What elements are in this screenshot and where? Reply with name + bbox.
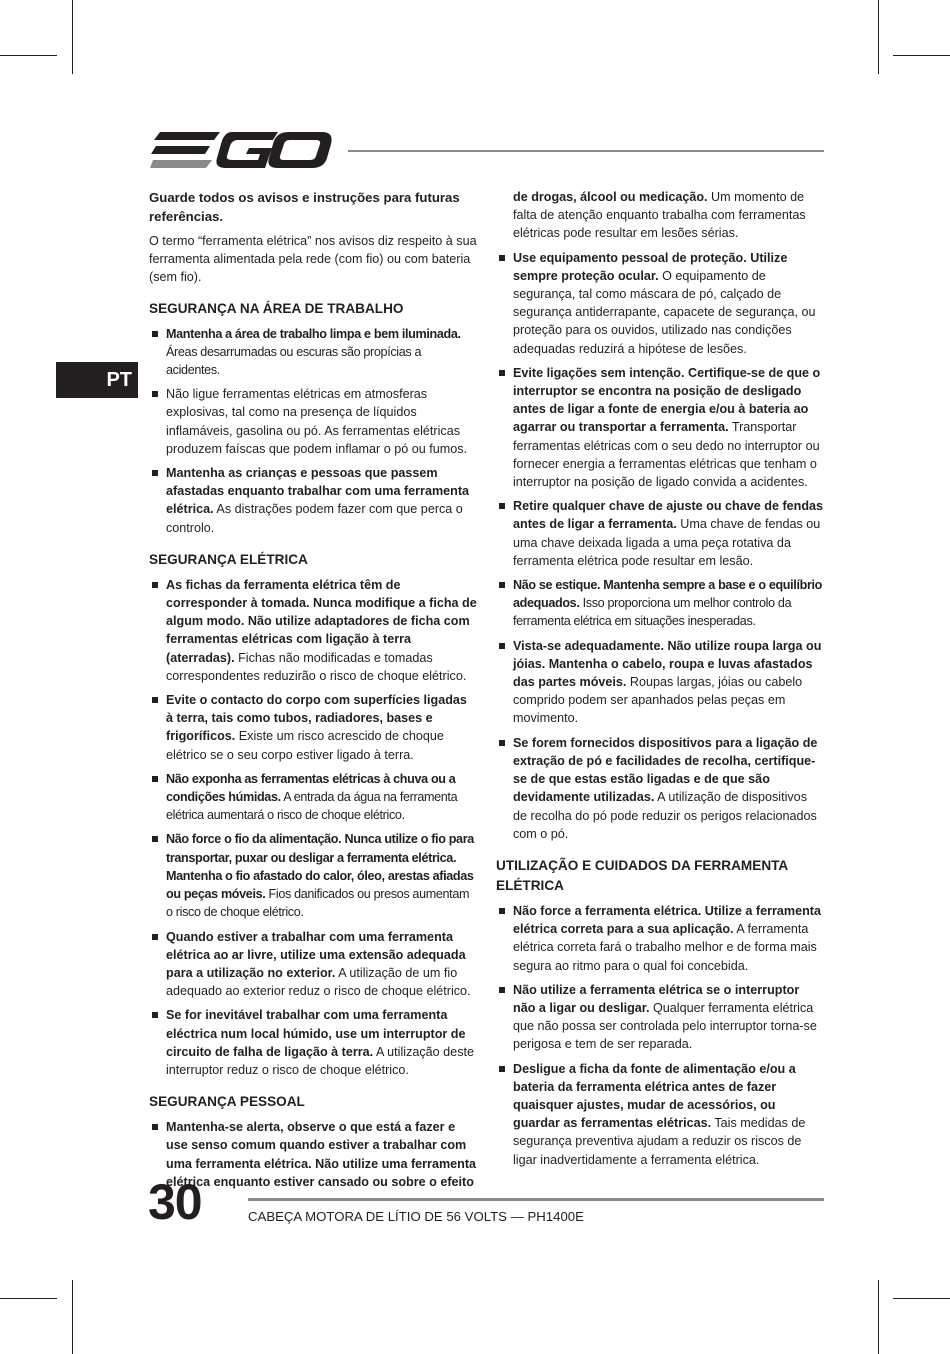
list-item: [496, 637, 824, 728]
item-text: Áreas desarrumadas ou escuras são propícias a acidentes.: [166, 344, 422, 378]
bullet-icon: [499, 503, 505, 509]
footer-title: CABEÇA MOTORA DE LÍTIO DE 56 VOLTS — PH1400E: [248, 1209, 584, 1224]
crop-mark: [893, 1298, 950, 1299]
list-item: [496, 497, 824, 570]
list-item: [149, 1006, 477, 1079]
item-text: Existe um risco acrescido de choque elétrico se o seu corpo estiver ligado à terra.: [166, 729, 444, 762]
bullet-icon: [499, 255, 505, 261]
item-text: Roupas largas, jóias ou cabelo comprido podem ser apanhados pelas peças em movimento.: [513, 675, 803, 726]
item-bold: Se for inevitável trabalhar com uma ferramenta eléctrica num local húmido, use um interruptor de circuito de falha de ligação à terra.: [166, 1008, 466, 1059]
section-heading: SEGURANÇA ELÉTRICA: [149, 551, 308, 567]
item-bold: As fichas da ferramenta elétrica têm de corresponder à tomada. Nunca modifique a ficha de algum modo. Não utilize adaptadores de ficha com ferramentas elétricas com ligação à terra (aterradas).: [166, 577, 477, 665]
item-text: Qualquer ferramenta elétrica que não possa ser controlada pelo interruptor torna-se perigosa e tem de ser reparada.: [513, 1000, 817, 1052]
bullet-list: [149, 325, 477, 537]
list-item: [496, 981, 824, 1054]
list-item-continuation: [496, 188, 824, 243]
item-bold: Mantenha a área de trabalho limpa e bem iluminada.: [166, 326, 461, 341]
item-bold: Não force a ferramenta elétrica. Utilize a ferramenta elétrica correta para a sua aplicação.: [513, 903, 821, 937]
crop-mark: [878, 0, 879, 74]
bullet-icon: [152, 470, 158, 476]
ego-logo: [150, 128, 332, 172]
list-item: [149, 325, 477, 380]
item-text: Uma chave de fendas ou uma chave deixada ligada a uma peça rotativa da ferramenta elétrica pode resultar em lesão.: [513, 517, 821, 568]
bullet-icon: [152, 697, 158, 703]
intro-text: O termo “ferramenta elétrica” nos avisos diz respeito à sua ferramenta alimentada pela rede (com fio) ou com bateria (sem fio).: [149, 234, 477, 285]
section-heading: SEGURANÇA PESSOAL: [149, 1094, 305, 1110]
list-item: [496, 734, 824, 843]
bullet-list: [496, 188, 824, 843]
item-text: A ferramenta elétrica correta fará o trabalho melhor e de forma mais segura ao ritmo para o qual foi concebida.: [513, 922, 817, 973]
item-bold: Evite o contacto do corpo com superfícies ligadas à terra, tais como tubos, radiadores, bases e frigoríficos.: [166, 693, 467, 744]
bullet-icon: [499, 582, 505, 588]
item-text: A entrada da água na ferramenta elétrica aumentará o risco de choque elétrico.: [166, 790, 458, 823]
item-bold: Desligue a ficha da fonte de alimentação e/ou a bateria da ferramenta elétrica antes de fazer quaisquer ajustes, mudar de acessórios, ou guardar as ferramentas elétricas.: [513, 1061, 796, 1131]
item-text: A utilização deste interruptor reduz o risco de choque elétrico.: [166, 1044, 474, 1077]
list-item: [496, 1060, 824, 1169]
item-text: As distrações podem fazer com que perca o controlo.: [166, 502, 463, 535]
item-bold: Evite ligações sem intenção. Certifique-se de que o interruptor se encontra na posição de desligado antes de ligar a fonte de energia e/ou à bateria ao agarrar ou transportar a ferramenta.: [513, 365, 821, 435]
item-text: Isso proporciona um melhor controlo da ferramenta elétrica em situações inesperadas.: [513, 596, 792, 629]
item-bold: Não se estique. Mantenha sempre a base e o equilíbrio adequados.: [513, 578, 822, 611]
footer-rule: [248, 1198, 824, 1201]
right-column: [496, 188, 824, 1175]
item-text: Tais medidas de segurança preventiva ajudam a reduzir os riscos de ligar inadvertidamente a ferramenta elétrica.: [513, 1116, 806, 1167]
item-bold: Não exponha as ferramentas elétricas à chuva ou a condições húmidas.: [166, 771, 456, 805]
bullet-icon: [152, 836, 158, 842]
item-bold: Quando estiver a trabalhar com uma ferramenta elétrica ao ar livre, utilize uma extensão adequada para a utilização no exterior.: [166, 929, 466, 980]
list-item: [149, 385, 477, 458]
crop-mark: [893, 55, 950, 56]
item-text: Um momento de falta de atenção enquanto trabalha com ferramentas elétricas pode resultar em lesões sérias.: [513, 190, 806, 241]
bullet-icon: [499, 1066, 505, 1072]
item-bold: Mantenha-se alerta, observe o que está a fazer e use senso comum quando estiver a trabalhar com uma ferramenta elétrica. Não utilize uma ferramenta elétrica enquanto estiver cansado ou sobre o efeito: [166, 1120, 477, 1189]
bullet-icon: [499, 908, 505, 914]
list-item: [149, 576, 477, 685]
list-item: [149, 691, 477, 764]
item-bold: Vista-se adequadamente. Não utilize roupa larga ou jóias. Mantenha o cabelo, roupa e luvas afastados das partes móveis.: [513, 638, 822, 690]
language-tab: PT: [56, 362, 138, 398]
left-column: [149, 188, 477, 1197]
list-item: [496, 249, 824, 358]
list-item: [149, 928, 477, 1001]
list-item: [496, 576, 824, 631]
crop-mark: [72, 0, 73, 74]
crop-mark: [0, 55, 57, 56]
intro-heading: Guarde todos os avisos e instruções para futuras referências.: [149, 190, 460, 224]
bullet-icon: [499, 740, 505, 746]
item-text: Fichas não modificadas e tomadas correspondentes reduzirão o risco de choque elétrico.: [166, 650, 467, 683]
item-text: Fios danificados ou presos aumentam o risco de choque elétrico.: [166, 887, 470, 920]
item-text: Não ligue ferramentas elétricas em atmosferas explosivas, tal como na presença de líquidos inflamáveis, gasolina ou pó. As ferramentas elétricas produzem faíscas que podem inflamar o pó ou fumos.: [166, 387, 468, 456]
item-bold: Use equipamento pessoal de proteção. Utilize sempre proteção ocular.: [513, 250, 788, 283]
item-bold: Não utilize a ferramenta elétrica se o interruptor não a ligar ou desligar.: [513, 982, 800, 1015]
list-item: [149, 830, 477, 921]
bullet-icon: [499, 643, 505, 649]
bullet-list: [496, 902, 824, 1169]
list-item: [496, 902, 824, 975]
crop-mark: [878, 1280, 879, 1354]
list-item: [149, 464, 477, 537]
section-heading: SEGURANÇA NA ÁREA DE TRABALHO: [149, 300, 404, 316]
bullet-icon: [499, 987, 505, 993]
crop-mark: [72, 1280, 73, 1354]
bullet-icon: [152, 776, 158, 782]
item-bold: Se forem fornecidos dispositivos para a ligação de extração de pó e facilidades de recolha, certifique-se de que estas estão ligadas e de que são devidamente utilizadas.: [513, 735, 818, 805]
bullet-icon: [152, 1124, 158, 1130]
bullet-icon: [499, 370, 505, 376]
bullet-list: [149, 576, 477, 1079]
list-item: [496, 364, 824, 491]
bullet-icon: [152, 582, 158, 588]
item-bold: Retire qualquer chave de ajuste ou chave de fendas antes de ligar a ferramenta.: [513, 499, 824, 532]
section-heading: UTILIZAÇÃO E CUIDADOS DA FERRAMENTA ELÉTRICA: [496, 857, 788, 893]
item-bold: de drogas, álcool ou medicação.: [513, 190, 708, 204]
header-rule: [348, 150, 824, 152]
item-text: Transportar ferramentas elétricas com o seu dedo no interruptor ou fornecer energia a ferramentas elétricas que tenham o interruptor na posição de ligado convida a acidentes.: [513, 420, 820, 490]
item-text: A utilização de um fio adequado ao exterior reduz o risco de choque elétrico.: [166, 965, 471, 999]
bullet-icon: [152, 331, 158, 337]
crop-mark: [0, 1298, 57, 1299]
item-text: O equipamento de segurança, tal como máscara de pó, calçado de segurança antiderrapante, capacete de segurança, ou proteção para os ouvidos, utilizado nas condições adequadas reduzirá a hipótese de lesões.: [513, 268, 816, 356]
list-item: [149, 770, 477, 825]
item-text: A utilização de dispositivos de recolha do pó pode reduzir os perigos relacionados com o pó.: [513, 790, 817, 841]
page-number: 30: [148, 1174, 202, 1230]
item-bold: Não force o fio da alimentação. Nunca utilize o fio para transportar, puxar ou desligar a ferramenta elétrica. Mantenha o fio afastado do calor, óleo, arestas afiadas ou peças móveis.: [166, 832, 474, 902]
bullet-icon: [152, 391, 158, 397]
item-bold: Mantenha as crianças e pessoas que passem afastadas enquanto trabalhar com uma ferramenta elétrica.: [166, 466, 470, 517]
bullet-icon: [152, 1012, 158, 1018]
bullet-icon: [152, 934, 158, 940]
